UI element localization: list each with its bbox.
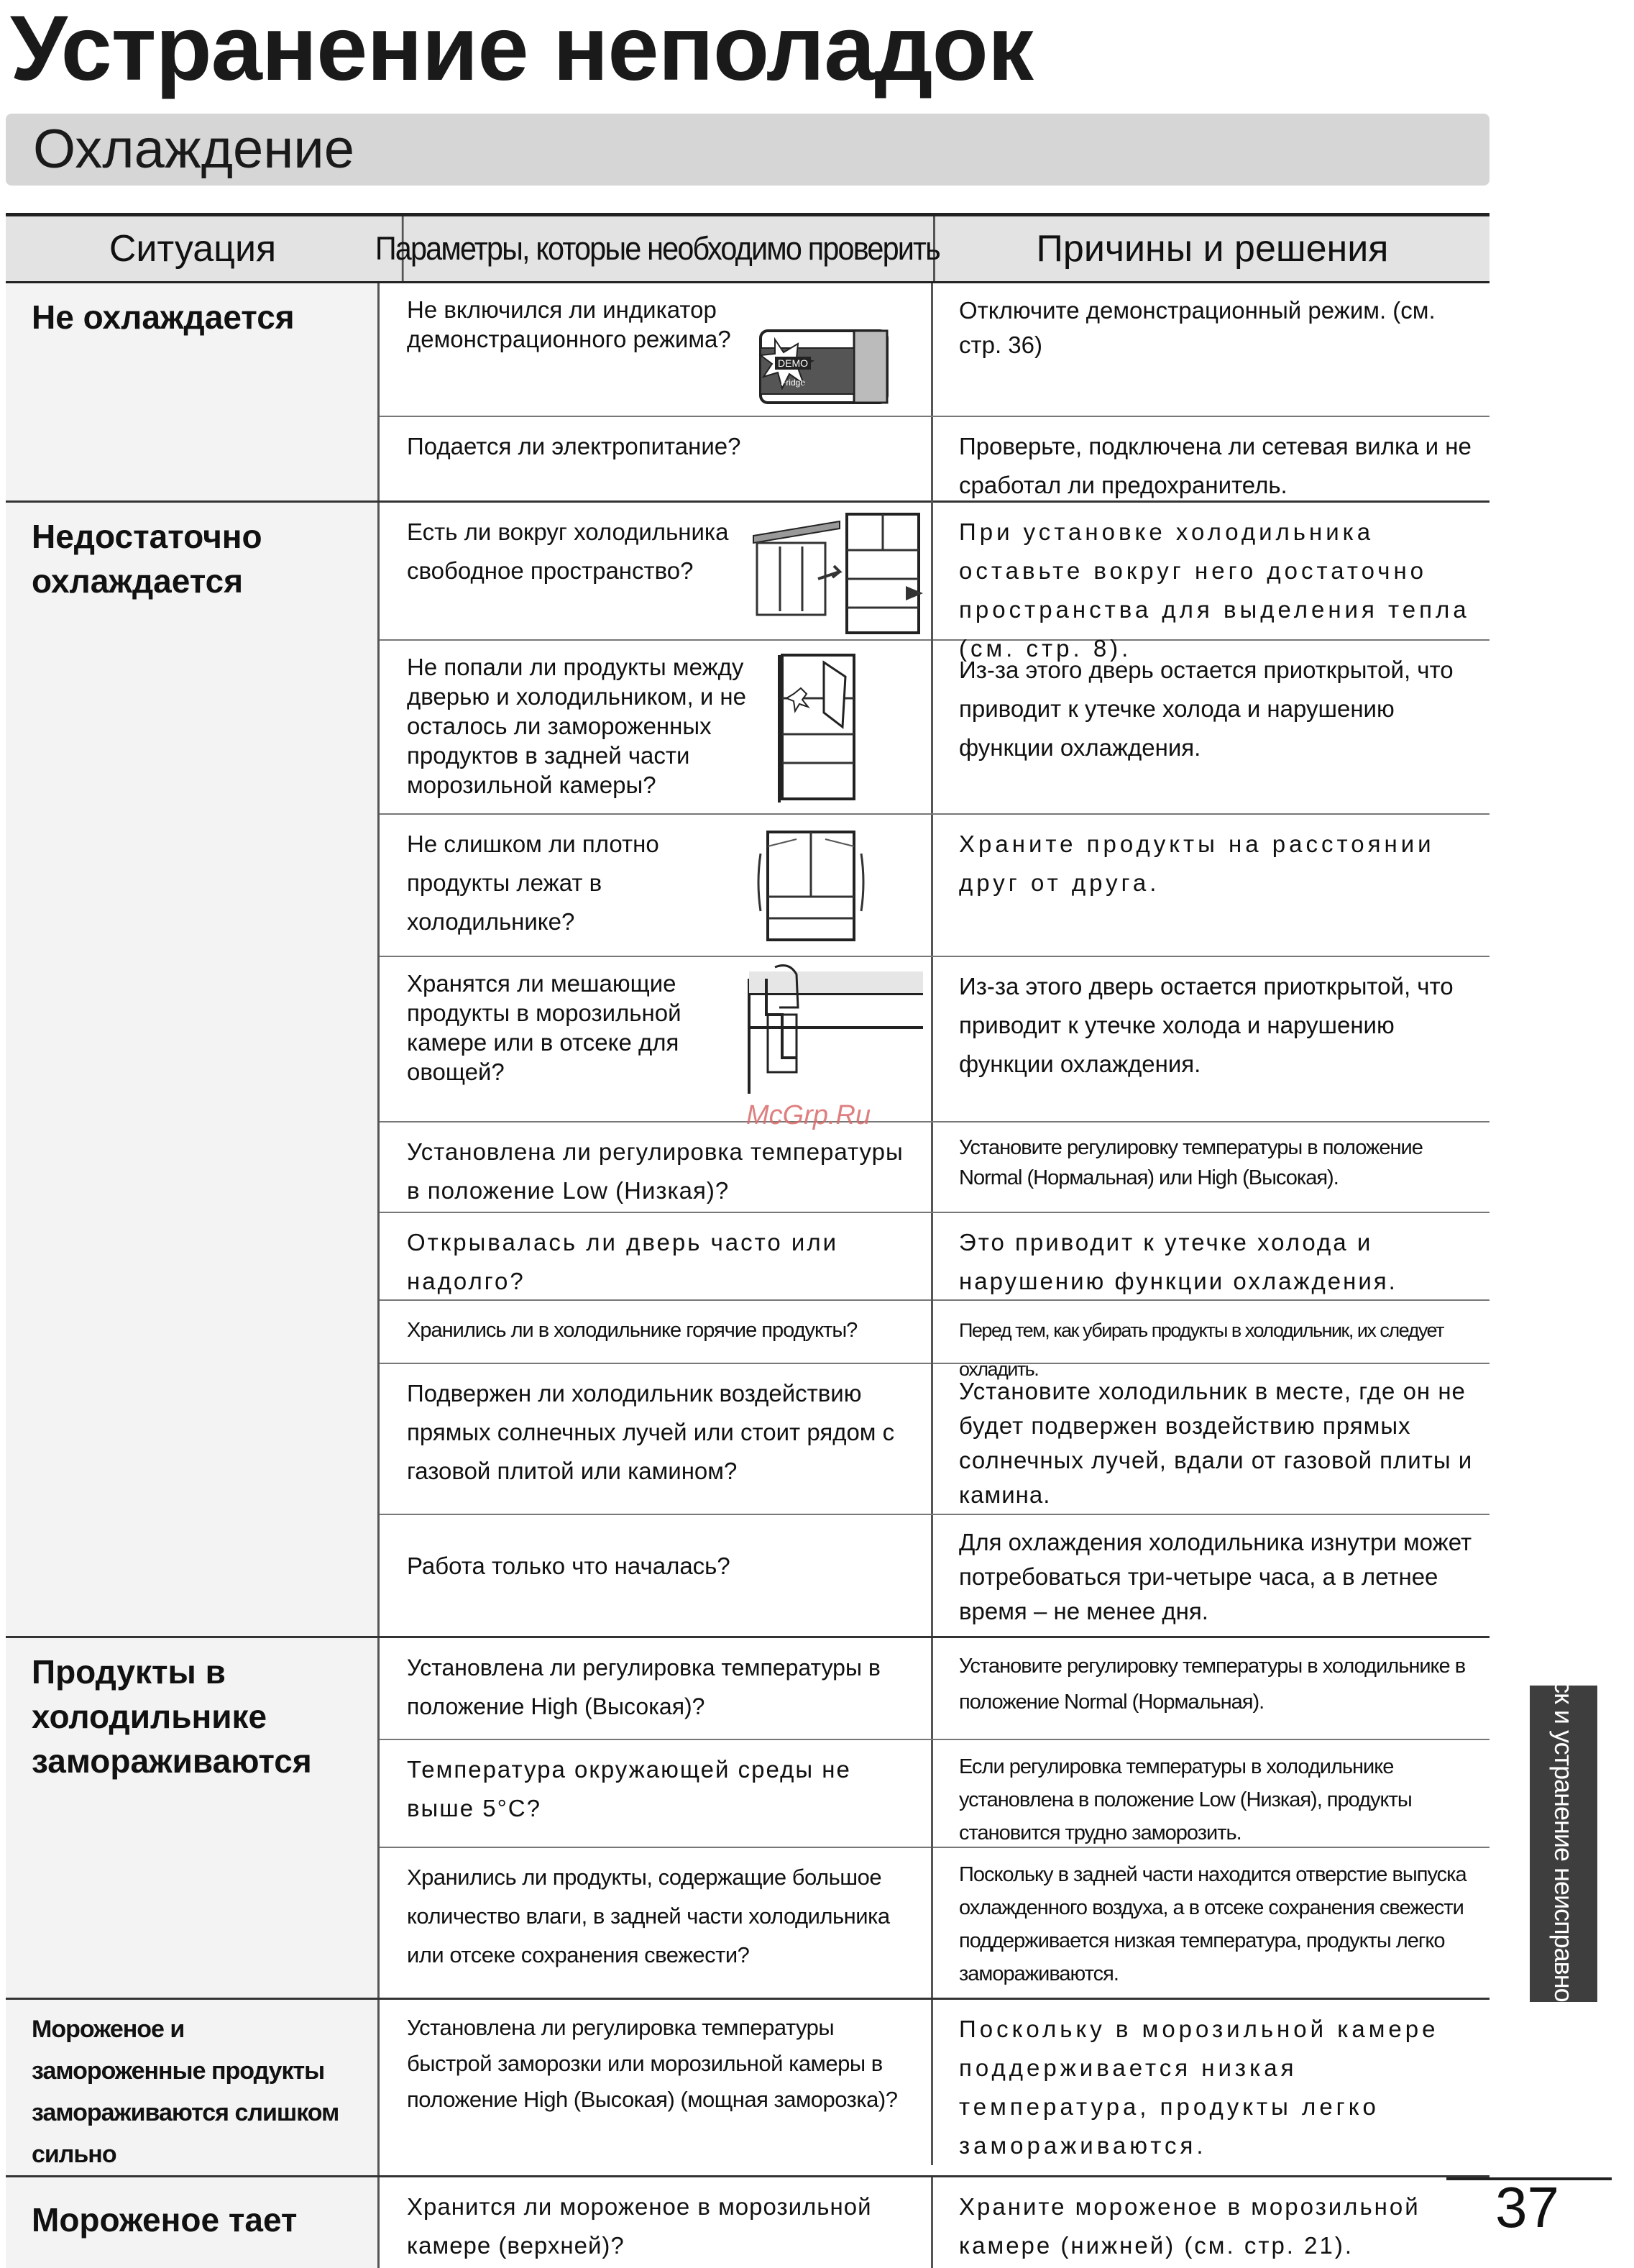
table-row bbox=[380, 1848, 1490, 1998]
group-rows bbox=[380, 503, 1490, 1636]
group-rows bbox=[380, 2000, 1490, 2175]
cause-cell: Перед тем, как убирать продукты в холодильник, их следует охладить. bbox=[959, 1320, 1444, 1380]
check-text: Установлена ли регулировка температуры быстрой заморозки или морозильной камеры в положение High (Высокая) (мощная заморозка)? bbox=[407, 2015, 898, 2112]
check-text: Хранятся ли мешающие продукты в морозильной камере или в отсеке для овощей? bbox=[407, 970, 681, 1085]
header-check: Параметры, которые необходимо проверить bbox=[402, 216, 911, 281]
check-cell bbox=[380, 1213, 933, 1301]
table-row bbox=[380, 417, 1490, 500]
check-cell bbox=[380, 957, 933, 1121]
check-cell bbox=[380, 2000, 933, 2165]
check-cell bbox=[380, 1848, 933, 1998]
group-rows bbox=[380, 283, 1490, 500]
group-rows bbox=[380, 1638, 1490, 1998]
overfilled-illustration bbox=[753, 825, 868, 947]
table-row bbox=[380, 503, 1490, 662]
check-text: Работа только что началась? bbox=[407, 1553, 730, 1579]
drawer-obstruction-illustration bbox=[746, 964, 926, 1101]
group-overfreezing bbox=[6, 2000, 1490, 2177]
check-cell bbox=[380, 641, 933, 813]
cause-cell: Храните мороженое в морозильной камере (нижней) (см. стр. 21). bbox=[959, 2193, 1420, 2259]
check-text: Хранились ли в холодильнике горячие продукты? bbox=[407, 1319, 858, 1342]
demo-label: DEMO bbox=[778, 357, 808, 369]
situation-cell: Мороженое тает bbox=[6, 2177, 380, 2268]
table-row bbox=[380, 2000, 1490, 2159]
check-text: Установлена ли регулировка температуры в положение High (Высокая)? bbox=[407, 1655, 881, 1719]
table-row bbox=[380, 1740, 1490, 1848]
table-row bbox=[380, 2177, 1490, 2268]
check-text: Температура окружающей среды не выше 5°C? bbox=[407, 1756, 851, 1821]
cause-cell: Поскольку в морозильной камере поддерживается низкая температура, продукты легко замораживаются. bbox=[959, 2016, 1439, 2159]
cause-cell: Для охлаждения холодильника изнутри может потребоваться три-четыре часа, а в летнее время – не менее дня. bbox=[959, 1529, 1472, 1624]
check-text: Не слишком ли плотно продукты лежат в холодильнике? bbox=[407, 831, 659, 935]
situation-cell: Недостаточно охлаждается bbox=[6, 503, 380, 1636]
header-situation: Ситуация bbox=[109, 228, 277, 270]
check-text: Хранились ли продукты, содержащие большое количество влаги, в задней части холодильника или отсеке сохранения свежести? bbox=[407, 1865, 890, 1967]
check-cell bbox=[380, 1122, 933, 1212]
group-ice-cream-melts bbox=[6, 2177, 1490, 2268]
check-text: Хранится ли мороженое в морозильной камере (верхней)? bbox=[407, 2193, 872, 2259]
page-number: 37 bbox=[1495, 2175, 1559, 2239]
table-row bbox=[380, 283, 1490, 417]
section-title: Охлаждение bbox=[33, 119, 355, 180]
side-tab-label: Поиск и устранение неисправностей bbox=[1549, 1635, 1579, 2052]
check-text: Установлена ли регулировка температуры в положение Low (Низкая)? bbox=[407, 1138, 904, 1204]
check-cell bbox=[380, 2177, 933, 2268]
table-row bbox=[380, 1213, 1490, 1301]
check-cell bbox=[380, 1364, 933, 1514]
check-text: Подается ли электропитание? bbox=[407, 433, 741, 459]
cause-cell: Установите регулировку температуры в положение Normal (Нормальная) или High (Высокая). bbox=[959, 1136, 1423, 1189]
situation-cell: Мороженое и замороженные продукты замораживаются слишком сильно bbox=[6, 2000, 380, 2175]
table-row bbox=[380, 1638, 1490, 1740]
group-freezing-in-fridge bbox=[6, 1638, 1490, 2000]
watermark: McGrp.Ru bbox=[746, 1100, 871, 1130]
cause-cell: Установите холодильник в месте, где он не будет подвержен воздействию прямых солнечных лучей, вдали от газовой плиты и камина. bbox=[959, 1378, 1473, 1508]
check-text: Подвержен ли холодильник воздействию прямых солнечных лучей или стоит рядом с газовой плитой или камином? bbox=[407, 1380, 895, 1484]
cause-cell: Это приводит к утечке холода и нарушению функции охлаждения. bbox=[959, 1229, 1397, 1294]
check-cell bbox=[380, 815, 933, 956]
check-cell bbox=[380, 417, 933, 505]
table-row bbox=[380, 641, 1490, 815]
check-text: Не попали ли продукты между дверью и холодильником, и не осталось ли замороженных продуктов в задней части морозильной камеры? bbox=[407, 654, 747, 798]
cause-cell: Установите регулировку температуры в холодильнике в положение Normal (Нормальная). bbox=[959, 1655, 1466, 1714]
check-text: Открывалась ли дверь часто или надолго? bbox=[407, 1229, 839, 1294]
cause-cell: Отключите демонстрационный режим. (см. стр. 36) bbox=[959, 297, 1436, 358]
cause-cell: При установке холодильника оставьте вокруг него достаточно пространства для выделения тепла (см. стр. 8). bbox=[959, 518, 1470, 662]
cause-cell: Из-за этого дверь остается приоткрытой, что приводит к утечке холода и нарушению функции охлаждения. bbox=[959, 973, 1454, 1077]
check-text: Не включился ли индикатор демонстрационного режима? bbox=[407, 296, 731, 352]
table-row bbox=[380, 1515, 1490, 1636]
check-cell bbox=[380, 1638, 933, 1739]
check-text: Есть ли вокруг холодильника свободное пространство? bbox=[407, 518, 729, 584]
cause-cell: Поскольку в задней части находится отверстие выпуска охлажденного воздуха, а в отсеке сохранения свежести поддерживается низкая температура, продукты легко замораживаются. bbox=[959, 1863, 1467, 1985]
door-gap-illustration bbox=[774, 648, 867, 806]
cause-cell: Проверьте, подключена ли сетевая вилка и не сработал ли предохранитель. bbox=[959, 433, 1472, 498]
page-title: Устранение неполадок bbox=[10, 0, 1033, 100]
table-row bbox=[380, 1364, 1490, 1515]
check-cell bbox=[380, 283, 933, 416]
check-cell bbox=[380, 1740, 933, 1849]
group-insufficient-cooling bbox=[6, 503, 1490, 1638]
cause-cell: Если регулировка температуры в холодильнике установлена в положение Low (Низкая), продукты становится трудно заморозить. bbox=[959, 1755, 1412, 1844]
table-row bbox=[380, 1122, 1490, 1213]
side-tab bbox=[1530, 1635, 1597, 2052]
cause-cell bbox=[933, 641, 1490, 813]
cause-text: Из-за этого дверь остается приоткрытой, что приводит к утечке холода и нарушению функции охлаждения. bbox=[959, 657, 1454, 761]
troubleshooting-table bbox=[6, 213, 1490, 2268]
table-row bbox=[380, 957, 1490, 1122]
check-cell bbox=[380, 1515, 933, 1636]
section-header bbox=[6, 114, 1490, 186]
fridge-label: Fridge bbox=[780, 378, 806, 388]
table-row bbox=[380, 1301, 1490, 1380]
group-not-cooling bbox=[6, 283, 1490, 503]
situation-cell: Продукты в холодильнике замораживаются bbox=[6, 1638, 380, 1998]
table-header bbox=[6, 213, 1490, 283]
situation-cell: Не охлаждается bbox=[6, 283, 380, 500]
group-rows bbox=[380, 2177, 1490, 2268]
header-cause: Причины и решения bbox=[933, 216, 1490, 281]
table-row bbox=[380, 815, 1490, 957]
cause-cell: Храните продукты на расстоянии друг от друга. bbox=[959, 831, 1435, 896]
